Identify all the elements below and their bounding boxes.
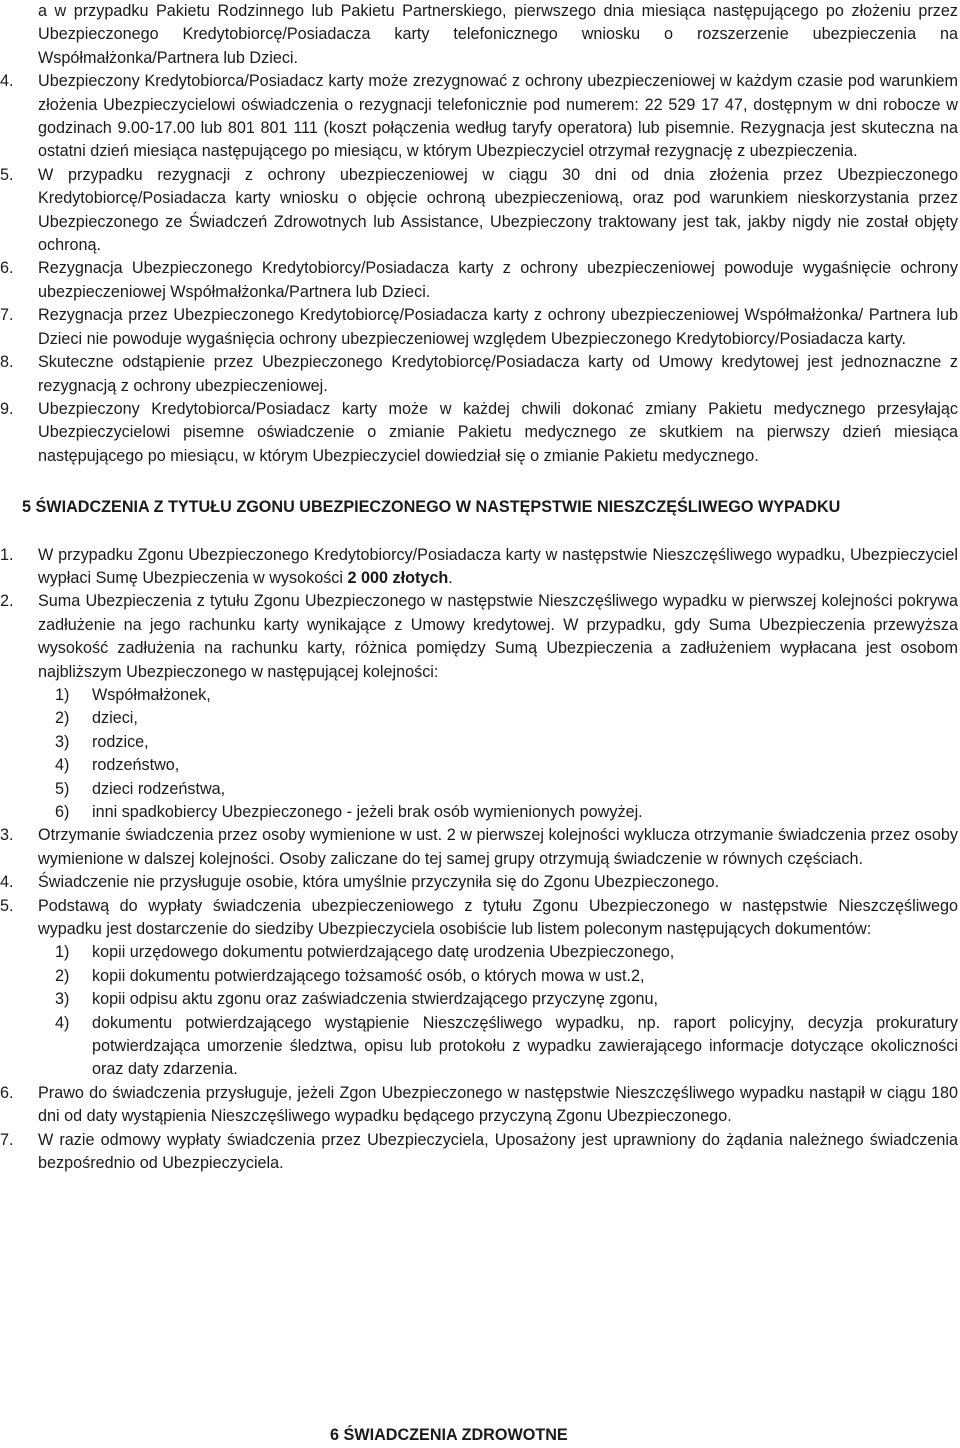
item-number: 3. <box>0 826 14 845</box>
sub-item-number: 4) <box>55 756 70 775</box>
sub-item-number: 5) <box>55 779 70 798</box>
item-text: Rezygnacja Ubezpieczonego Kredytobiorcy/Posiadacza karty z ochrony ubezpieczeniowej powoduje wygaśnięcie ochrony ubezpieczeniowej Współmałżonka/Partnera lub Dzieci. <box>38 259 958 301</box>
sub-item-text: rodzeństwo, <box>92 756 180 775</box>
sub-list-item <box>38 965 958 988</box>
item-text: Świadczenie nie przysługuje osobie, która umyślnie przyczyniła się do Zgonu Ubezpieczonego. <box>38 873 720 892</box>
item-text-end: . <box>448 568 453 587</box>
sub-item-number: 6) <box>55 803 70 821</box>
sub-item-text: dzieci, <box>92 709 138 728</box>
sub-item-number: 1) <box>55 943 70 962</box>
sub-item-number: 2) <box>55 709 70 728</box>
sub-item-text: kopii odpisu aktu zgonu oraz zaświadczenia stwierdzającego przyczynę zgonu, <box>92 990 658 1009</box>
beneficiary-order-list <box>38 684 958 824</box>
item-text: W razie odmowy wypłaty świadczenia przez Ubezpieczyciela, Uposażony jest uprawniony do żądania należnego świadczenia bezpośrednio od Ubezpieczyciela. <box>38 1130 958 1173</box>
item-number: 9. <box>0 399 14 418</box>
item-text: Suma Ubezpieczenia z tytułu Zgonu Ubezpieczonego w następstwie Nieszczęśliwego wypadku w pierwszej kolejności pokrywa zadłużenie na jego rachunku karty wynikające z Umowy kredytowej. W przypadku, gdy Suma Ubezpieczenia przewyższa wysokość zadłużenia na rachunku karty, różnica pomiędzy Sumą Ubezpieczenia a zadłużeniem wypłacana jest osobom najbliższym Ubezpieczonego w następującej kolejności: <box>38 592 958 681</box>
list-item <box>0 164 958 258</box>
sub-list-item <box>38 731 958 754</box>
sub-item-text: Współmałżonek, <box>92 685 211 704</box>
item-text: W przypadku rezygnacji z ochrony ubezpieczeniowej w ciągu 30 dni od dnia złożenia przez Ubezpieczonego Kredytobiorcę/Posiadacza karty wniosku o objęcie ochroną ubezpieczeniową, oraz pod warunkiem nieskorzystania przez Ubezpieczonego ze Świadczeń Zdrowotnych lub Assistance, Ubezpieczony traktowany jest tak, jakby nigdy nie został objęty ochroną. <box>38 165 958 255</box>
item-text: Podstawą do wypłaty świadczenia ubezpieczeniowego z tytułu Zgonu Ubezpieczonego w następstwie Nieszczęśliwego wypadku jest dostarczenie do siedziby Ubezpieczyciela osobiście lub listem poleconym następujących dokumentów: <box>38 896 958 939</box>
sub-item-number: 4) <box>55 1013 70 1032</box>
item-text: W przypadku Zgonu Ubezpieczonego Kredytobiorcy/Posiadacza karty w następstwie Nieszczęśliwego wypadku, Ubezpieczyciel wypłaci Sumę Ubezpieczenia w wysokości <box>38 545 958 587</box>
list-item <box>0 70 958 164</box>
sub-item-text: kopii dokumentu potwierdzającego tożsamość osób, o których mowa w ust.2, <box>92 966 645 985</box>
sub-item-number: 3) <box>55 732 70 751</box>
item-number: 6. <box>0 259 14 278</box>
item-number: 6. <box>0 1083 14 1102</box>
sub-list-item <box>38 778 958 801</box>
sub-list-item <box>38 684 958 707</box>
section-heading-6 <box>316 1424 568 1447</box>
sub-item-text: kopii urzędowego dokumentu potwierdzającego datę urodzenia Ubezpieczonego, <box>92 943 675 962</box>
list-item <box>0 1129 958 1176</box>
item-number: 2. <box>0 592 14 611</box>
list-item <box>0 1082 958 1129</box>
sub-item-number: 1) <box>55 685 70 704</box>
item-number: 7. <box>0 1130 14 1149</box>
section5-list <box>0 544 958 1176</box>
list-item <box>0 257 958 304</box>
sub-item-text: inni spadkobiercy Ubezpieczonego - jeżeli brak osób wymienionych powyżej. <box>92 803 643 821</box>
item-number: 5. <box>0 165 14 184</box>
continued-paragraph: a w przypadku Pakietu Rodzinnego lub Pakietu Partnerskiego, pierwszego dnia miesiąca następującego po złożeniu przez Ubezpieczonego Kredytobiorcę/Posiadacza karty telefonicznego wniosku o rozszerzenie ubezpieczenia na Współmałżonka/Partnera lub Dzieci. <box>38 2 958 67</box>
item-text: Otrzymanie świadczenia przez osoby wymienione w ust. 2 w pierwszej kolejności wyklucza otrzymanie świadczenia przez osoby wymienione w dalszej kolejności. Osoby zaliczane do tej samej grupy otrzymują świadczenie w równych częściach. <box>38 826 958 868</box>
item-number: 4. <box>0 72 14 91</box>
sub-item-text: dzieci rodzeństwa, <box>92 779 226 798</box>
item-number: 4. <box>0 873 14 892</box>
list-item <box>0 398 958 468</box>
sub-list-item <box>38 1012 958 1082</box>
section-heading-5 <box>0 496 958 519</box>
item-number: 5. <box>0 896 14 915</box>
sub-list-item <box>38 988 958 1011</box>
sub-item-text: rodzice, <box>92 732 149 751</box>
item-text: Prawo do świadczenia przysługuje, jeżeli Zgon Ubezpieczonego w następstwie Nieszczęśliwego wypadku nastąpił w ciągu 180 dni od daty wystąpienia Nieszczęśliwego wypadku będącego przyczyną Zgonu Ubezpieczonego. <box>38 1083 958 1126</box>
sub-list-item <box>38 941 958 964</box>
list-item <box>0 304 958 351</box>
list-item <box>0 544 958 591</box>
list-item <box>0 824 958 871</box>
item-number: 1. <box>0 545 14 564</box>
section-heading-text: 5 ŚWIADCZENIA Z TYTUŁU ZGONU UBEZPIECZONEGO W NASTĘPSTWIE NIESZCZĘŚLIWEGO WYPADKU <box>22 498 841 517</box>
item-text: Ubezpieczony Kredytobiorca/Posiadacz karty może w każdej chwili dokonać zmiany Pakietu medycznego przesyłając Ubezpieczycielowi pisemne oświadczenie o zmianie Pakietu medycznego ze skutkiem na pierwszy dzień miesiąca następującego po miesiącu, w którym Ubezpieczyciel dowiedział się o zmianie Pakietu medycznego. <box>38 399 958 465</box>
sum-amount: 2 000 złotych <box>347 568 449 587</box>
item-text: Skuteczne odstąpienie przez Ubezpieczonego Kredytobiorcę/Posiadacza karty od Umowy kredytowej jest jednoznaczne z rezygnacją z ochrony ubezpieczeniowej. <box>38 353 958 395</box>
list-item <box>0 351 958 398</box>
list-item <box>0 895 958 1082</box>
list-item <box>0 871 958 894</box>
item-number: 7. <box>0 306 14 325</box>
item-number: 8. <box>0 353 14 372</box>
required-documents-list <box>38 941 958 1081</box>
item-text: Ubezpieczony Kredytobiorca/Posiadacz karty może zrezygnować z ochrony ubezpieczeniowej w każdym czasie pod warunkiem złożenia Ubezpieczycielowi oświadczenia o rezygnacji telefonicznie pod numerem: 22 529 17 47, dostępnym w dni robocze w godzinach 9.00-17.00 lub 801 801 111 (koszt połączenia według taryfy operatora) lub pisemnie. Rezygnacja jest skuteczna na ostatni dzień miesiąca następującego po miesiącu, w którym Ubezpieczyciel otrzymał rezygnację z ubezpieczenia. <box>38 72 958 161</box>
sub-item-number: 3) <box>55 990 70 1009</box>
sub-list-item <box>38 707 958 730</box>
section4-list <box>0 70 958 468</box>
sub-item-number: 2) <box>55 966 70 985</box>
sub-item-text: dokumentu potwierdzającego wystąpienie Nieszczęśliwego wypadku, np. raport policyjny, decyzja prokuratury potwierdzająca umorzenie śledztwa, opisu lub protokołu z wypadku zawierającego informacje dotyczące okoliczności oraz daty zdarzenia. <box>92 1013 958 1079</box>
item-text: Rezygnacja przez Ubezpieczonego Kredytobiorcę/Posiadacza karty z ochrony ubezpieczeniowej Współmałżonka/ Partnera lub Dzieci nie powoduje wygaśnięcia ochrony ubezpieczeniowej względem Ubezpieczonego Kredytobiorcy/Posiadacza karty. <box>38 306 958 348</box>
list-item <box>0 590 958 824</box>
section-heading-text: 6 ŚWIADCZENIA ZDROWOTNE <box>330 1426 568 1444</box>
sub-list-item <box>38 801 958 824</box>
sub-list-item <box>38 754 958 777</box>
